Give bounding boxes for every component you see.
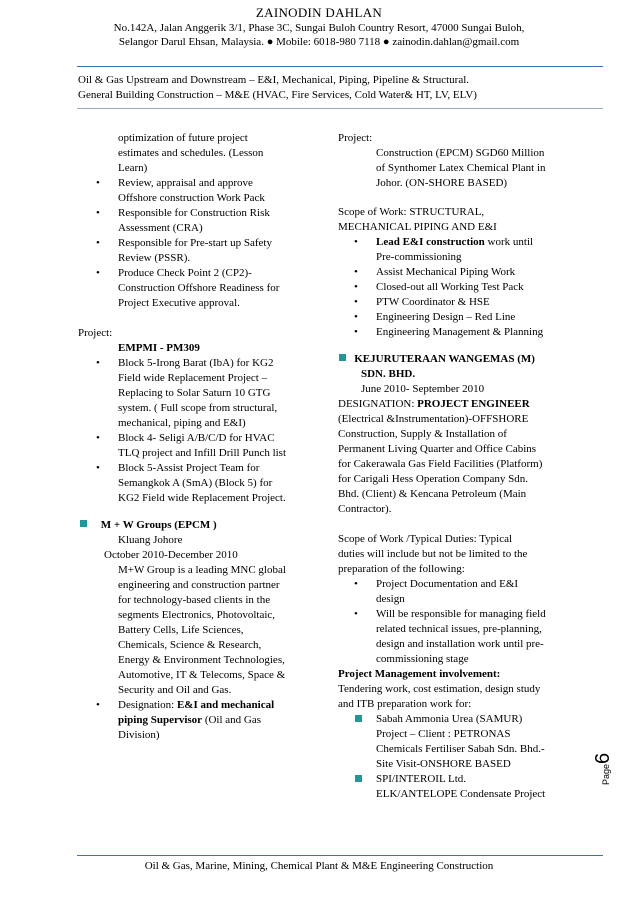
specialties-rule [77,108,603,109]
bullet-icon: • [354,578,358,590]
specialties-line-1: Oil & Gas Upstream and Downstream – E&I, Mechanical, Piping, Pipeline & Structural. [78,74,470,86]
bullet-icon: • [96,462,100,474]
square-bullet-icon [355,775,362,782]
bullet-icon: • [96,699,100,711]
company-name-line-1: KEJURUTERAAN WANGEMAS (M) [354,353,535,365]
bullet-icon: • [96,432,100,444]
left-column [78,131,328,743]
text-line: estimates and schedules. (Lesson [118,147,264,159]
period: October 2010-December 2010 [104,549,238,561]
address-line-1: No.142A, Jalan Anggerik 3/1, Phase 3C, Sungai Buloh Country Resort, 47000 Sungai Buloh, [113,22,525,34]
project-description: Construction (EPCM) SGD60 Million of Synthomer Latex Chemical Plant in Johor. (ON-SHORE BASED) [376,147,546,189]
location: Kluang Johore [118,534,183,546]
resume-header [0,4,638,49]
page-number: Page6 [592,752,614,785]
list-item: • Block 4- Seligi A/B/C/D for HVAC TLQ project and Infill Drill Punch list [96,432,287,459]
bullet-icon: • [354,311,358,323]
list-item: SPI/INTEROIL Ltd. ELK/ANTELOPE Condensate Project [376,772,588,802]
pm-heading: Project Management involvement: [338,668,501,680]
scope-duties: Scope of Work /Typical Duties: Typical duties will include but not be limited to the preparation of the following: [338,533,528,575]
company-name-line-2: SDN. BHD. [361,368,416,380]
designation: DESIGNATION: PROJECT ENGINEER [338,398,530,410]
bullet-icon: • [96,207,100,219]
list-item: • Engineering Design – Red Line [354,311,516,323]
text-line: Learn) [118,162,148,174]
list-item: • Responsible for Construction Risk Assessment (CRA) [96,207,270,234]
address-line-2: Selangor Darul Ehsan, Malaysia. ● Mobile: 6018-980 7118 ● zainodin.dahlan@gmail.com [118,36,520,48]
bullet-icon: • [354,236,358,248]
list-item: • Lead E&I construction work until Pre-commissioning [354,236,534,263]
bullet-icon: • [96,357,100,369]
project-name: EMPMI - PM309 [118,342,200,354]
company-name: M + W Groups (EPCM ) [100,519,217,531]
list-item: • Block 5-Irong Barat (IbA) for KG2 Field wide Replacement Project – Replacing to Solar Saturn 10 GTG system. ( Full scope from structural, mechanical, piping and E&I) [96,357,278,429]
text-line: optimization of future project [118,132,248,144]
footer-rule [77,855,603,856]
square-bullet-icon [80,520,87,527]
bullet-icon: • [354,608,358,620]
square-bullet-icon [339,354,346,361]
list-item: • Review, appraisal and approve Offshore construction Work Pack [96,177,265,204]
company-description: M+W Group is a leading MNC global engineering and construction partner for technology-based clients in the segments Electronics, Photovoltaic, Battery Cells, Life Sciences, Chemicals, Science & Research, Energy & Environment Technologies, Automotive, IT & Telecoms, Space & Security and Oil and Gas. [118,564,286,696]
header-rule [77,66,603,67]
list-item: • Block 5-Assist Project Team for Semangkok A (SmA) (Block 5) for KG2 Field wide Replacement Project. [96,462,286,504]
list-item: • Assist Mechanical Piping Work [354,266,516,278]
list-item: • Will be responsible for managing field related technical issues, pre-planning, design and installation work until pre- commissioning stage [354,608,546,665]
specialties-line-2: General Building Construction – M&E (HVAC, Fire Services, Cold Water& HT, LV, ELV) [78,89,477,101]
right-column [338,131,588,802]
footer-text: Oil & Gas, Marine, Mining, Chemical Plant & M&E Engineering Construction [144,860,494,872]
bullet-icon: • [96,177,100,189]
list-item: • Produce Check Point 2 (CP2)- Construction Offshore Readiness for Project Executive approval. [96,267,280,309]
list-item: • Engineering Management & Planning [354,326,544,338]
scope-line-2: MECHANICAL PIPING AND E&I [338,221,497,233]
candidate-name: ZAINODIN DAHLAN [255,5,383,20]
bullet-icon: • [354,326,358,338]
designation-description: (Electrical &Instrumentation)-OFFSHORE Construction, Supply & Installation of Permanent Living Quarter and Office Cabins for Cakerawala Gas Field Facilities (Platform) for Carigali Hess Operation Company Sdn. Bhd. (Client) & Kencana Petroleum (Main Contractor). [338,413,543,515]
pm-line-2: and ITB preparation work for: [338,698,472,710]
bullet-icon: • [96,237,100,249]
list-item: • Responsible for Pre-start up Safety Review (PSSR). [96,237,272,264]
list-item: • PTW Coordinator & HSE [354,296,490,308]
list-item: • Project Documentation and E&I design [354,578,519,605]
bullet-icon: • [96,267,100,279]
specialties [78,73,477,103]
bullet-icon: • [354,296,358,308]
bullet-icon: • [354,266,358,278]
project-label: Project: [78,327,113,339]
bullet-icon: • [354,281,358,293]
designation-item: • Designation: E&I and mechanical piping Supervisor (Oil and Gas Division) [96,699,275,741]
list-item: Sabah Ammonia Urea (SAMUR) Project – Client : PETRONAS Chemicals Fertiliser Sabah Sdn. Bhd.- Site Visit-ONSHORE BASED [376,712,588,772]
project-label: Project: [338,132,373,144]
pm-line-1: Tendering work, cost estimation, design study [338,683,541,695]
square-bullet-icon [355,715,362,722]
scope-line-1: Scope of Work: STRUCTURAL, [338,206,485,218]
list-item: • Closed-out all Working Test Pack [354,281,524,293]
period: June 2010- September 2010 [361,383,485,395]
